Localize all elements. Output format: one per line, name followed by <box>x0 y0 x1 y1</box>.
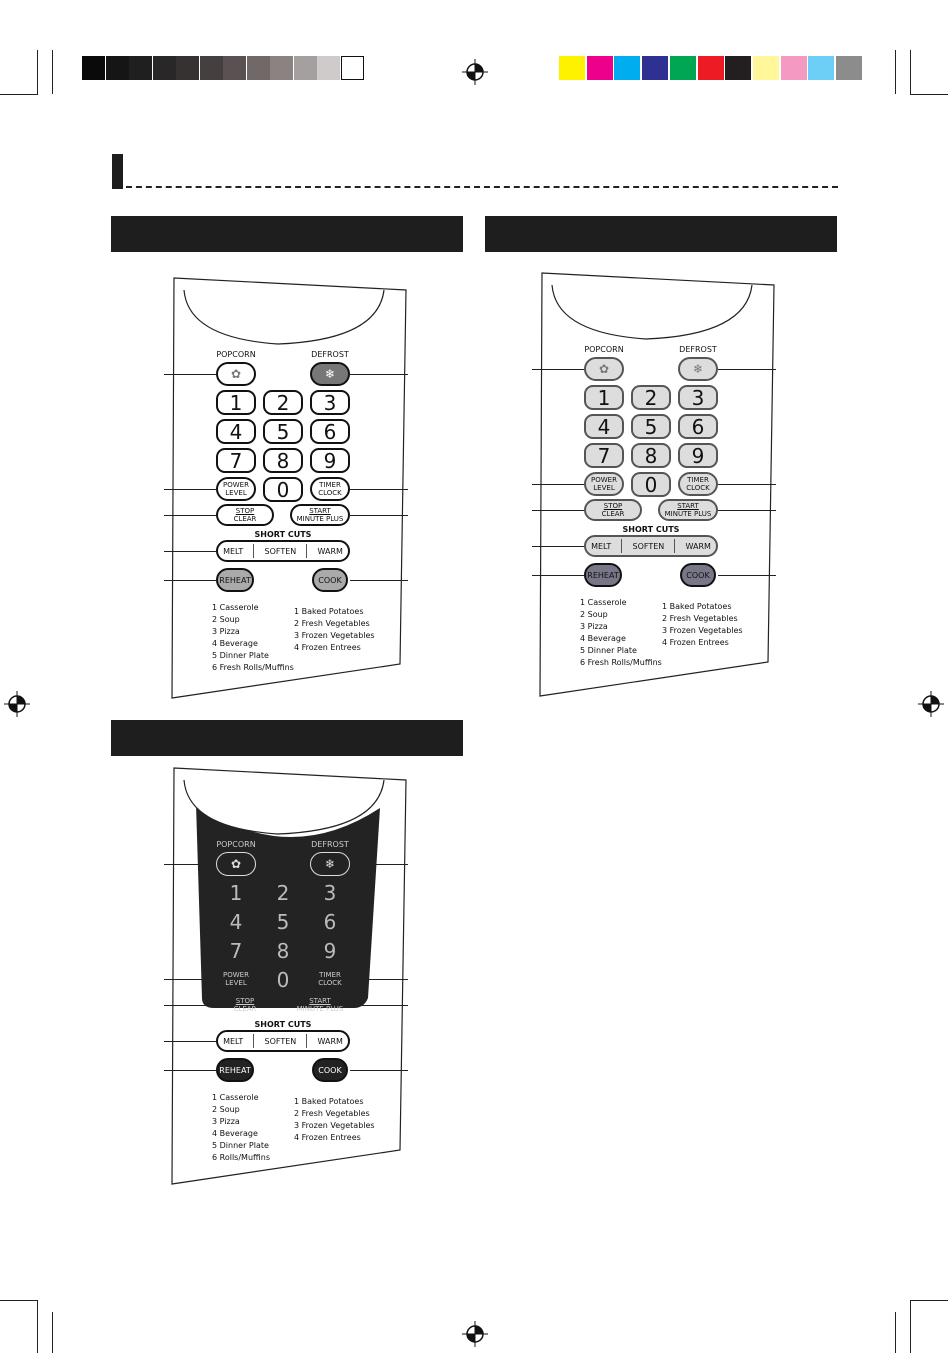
reheat-list-item: 2 Soup <box>212 1105 240 1114</box>
crop-mark <box>910 50 911 94</box>
digit-key-6[interactable]: 6 <box>323 909 337 934</box>
reheat-list-item: 1 Casserole <box>580 598 627 607</box>
reheat-list <box>212 1092 270 1164</box>
process-swatch <box>559 56 585 80</box>
digit-key-4[interactable]: 4 <box>584 414 624 439</box>
start-minute-plus-button[interactable] <box>290 994 350 1016</box>
popcorn-icon: ✿ <box>230 367 242 381</box>
control-panel-white <box>168 278 408 698</box>
leader-line <box>532 575 584 576</box>
process-swatch <box>725 56 751 80</box>
power-level-button[interactable] <box>584 472 624 496</box>
cook-list-item: 4 Frozen Entrees <box>294 643 361 652</box>
snowflake-icon: ❄ <box>324 367 336 381</box>
timer-label: TIMER <box>319 971 341 979</box>
start-minute-plus-button[interactable] <box>290 504 350 526</box>
leader-line <box>164 1041 216 1042</box>
leader-line <box>718 369 776 370</box>
power-label: POWER <box>223 971 249 979</box>
reheat-list-item: 4 Beverage <box>212 1129 258 1138</box>
cook-list-item: 2 Fresh Vegetables <box>294 619 370 628</box>
crop-mark <box>910 1300 948 1301</box>
cook-list-item: 3 Frozen Vegetables <box>662 626 743 635</box>
digit-key-1[interactable]: 1 <box>584 385 624 410</box>
leader-line <box>164 1005 216 1006</box>
leader-line <box>164 515 216 516</box>
melt-button[interactable]: MELT <box>223 1036 244 1046</box>
separator <box>621 539 622 553</box>
melt-button[interactable]: MELT <box>223 546 244 556</box>
registration-mark-icon <box>918 691 944 717</box>
short-cuts-label: SHORT CUTS <box>622 525 680 534</box>
crop-mark <box>37 1300 38 1353</box>
cook-list-item: 4 Frozen Entrees <box>294 1133 361 1142</box>
digit-key-6[interactable]: 6 <box>678 414 718 439</box>
gray-swatch <box>82 56 105 80</box>
cook-list-item: 1 Baked Potatoes <box>294 607 364 616</box>
timer-clock-button[interactable] <box>310 967 350 991</box>
popcorn-button[interactable] <box>216 852 256 876</box>
leader-line <box>350 1070 408 1071</box>
digit-key-5[interactable]: 5 <box>631 414 671 439</box>
leader-line <box>350 515 408 516</box>
reheat-list-item: 5 Dinner Plate <box>212 651 269 660</box>
timer-clock-button[interactable] <box>310 477 350 501</box>
crop-mark <box>895 1312 896 1353</box>
digit-key-4[interactable]: 4 <box>216 419 256 444</box>
reheat-list-item: 2 Soup <box>580 610 608 619</box>
soften-button[interactable]: SOFTEN <box>632 541 665 551</box>
leader-line <box>164 551 216 552</box>
cook-list-item: 3 Frozen Vegetables <box>294 631 375 640</box>
process-swatch <box>614 56 640 80</box>
cook-list <box>294 1096 375 1144</box>
digit-key-2[interactable]: 2 <box>276 880 290 905</box>
stop-label: STOP <box>235 507 255 515</box>
gray-swatch <box>270 56 293 80</box>
reheat-list-item: 4 Beverage <box>212 639 258 648</box>
gray-swatch <box>129 56 152 80</box>
digit-key-0[interactable]: 0 <box>276 967 290 992</box>
digit-key-8[interactable]: 8 <box>631 443 671 468</box>
cook-list-item: 4 Frozen Entrees <box>662 638 729 647</box>
cook-list-item: 1 Baked Potatoes <box>662 602 732 611</box>
gray-swatch <box>176 56 199 80</box>
start-label: START <box>309 997 331 1005</box>
reheat-list-item: 6 Fresh Rolls/Muffins <box>212 663 294 672</box>
clock-label: CLOCK <box>686 484 710 492</box>
minute-plus-label: MINUTE PLUS <box>296 515 344 523</box>
process-swatch <box>670 56 696 80</box>
crop-mark <box>910 1300 911 1353</box>
crop-mark <box>0 1300 38 1301</box>
short-cuts-bar <box>216 540 350 562</box>
digit-key-9[interactable]: 9 <box>310 448 350 473</box>
start-label: START <box>309 507 331 515</box>
popcorn-button[interactable] <box>216 362 256 386</box>
clear-label: CLEAR <box>601 510 625 518</box>
level-label: LEVEL <box>225 979 247 987</box>
stop-clear-button[interactable] <box>216 994 274 1016</box>
minute-plus-label: MINUTE PLUS <box>296 1005 344 1013</box>
leader-line <box>718 510 776 511</box>
snowflake-icon: ❄ <box>692 362 704 376</box>
defrost-button[interactable] <box>310 362 350 386</box>
defrost-button[interactable] <box>310 852 350 876</box>
defrost-label: DEFROST <box>311 840 349 849</box>
leader-line <box>350 979 408 980</box>
section-bar <box>111 720 463 756</box>
power-level-button[interactable] <box>216 967 256 991</box>
leader-line <box>164 864 216 865</box>
digit-key-1[interactable]: 1 <box>216 390 256 415</box>
leader-line <box>532 369 584 370</box>
reheat-button[interactable]: REHEAT <box>216 568 254 592</box>
level-label: LEVEL <box>593 484 615 492</box>
digit-key-7[interactable]: 7 <box>584 443 624 468</box>
stop-label: STOP <box>235 997 255 1005</box>
leader-line <box>350 864 408 865</box>
reheat-list-item: 1 Casserole <box>212 603 259 612</box>
popcorn-icon: ✿ <box>598 362 610 376</box>
registration-mark-icon <box>462 59 488 85</box>
registration-mark-icon <box>462 1321 488 1347</box>
level-label: LEVEL <box>225 489 247 497</box>
gray-swatch <box>247 56 270 80</box>
cook-list-item: 3 Frozen Vegetables <box>294 1121 375 1130</box>
minute-plus-label: MINUTE PLUS <box>664 510 712 518</box>
digit-key-4[interactable]: 4 <box>229 909 243 934</box>
leader-line <box>350 374 408 375</box>
title-dashed-rule <box>126 186 838 188</box>
cook-button[interactable]: COOK <box>680 563 716 587</box>
timer-label: TIMER <box>319 481 341 489</box>
gray-swatch <box>153 56 176 80</box>
leader-line <box>164 580 216 581</box>
digit-key-9[interactable]: 9 <box>323 938 337 963</box>
cook-button[interactable]: COOK <box>312 568 348 592</box>
reheat-list-item: 2 Soup <box>212 615 240 624</box>
digit-key-6[interactable]: 6 <box>310 419 350 444</box>
section-bar <box>485 216 837 252</box>
reheat-list-item: 5 Dinner Plate <box>580 646 637 655</box>
reheat-list-item: 5 Dinner Plate <box>212 1141 269 1150</box>
popcorn-label: POPCORN <box>584 345 624 354</box>
crop-mark <box>52 1312 53 1353</box>
leader-line <box>164 979 216 980</box>
gray-swatch <box>106 56 129 80</box>
digit-key-5[interactable]: 5 <box>263 419 303 444</box>
melt-button[interactable]: MELT <box>591 541 612 551</box>
reheat-list-item: 3 Pizza <box>212 1117 240 1126</box>
gray-swatch <box>341 56 364 80</box>
leader-line <box>718 575 776 576</box>
cook-button[interactable]: COOK <box>312 1058 348 1082</box>
leader-line <box>532 484 584 485</box>
cook-list-item: 2 Fresh Vegetables <box>294 1109 370 1118</box>
clock-label: CLOCK <box>318 489 342 497</box>
registration-mark-icon <box>4 691 30 717</box>
process-swatch <box>808 56 834 80</box>
leader-line <box>718 484 776 485</box>
reheat-button[interactable]: REHEAT <box>216 1058 254 1082</box>
digit-key-7[interactable]: 7 <box>216 448 256 473</box>
leader-line <box>164 1070 216 1071</box>
leader-line <box>350 580 408 581</box>
timer-clock-button[interactable] <box>678 472 718 496</box>
digit-key-1[interactable]: 1 <box>229 880 243 905</box>
digit-key-3[interactable]: 3 <box>678 385 718 410</box>
crop-mark <box>37 50 38 94</box>
leader-line <box>164 489 216 490</box>
digit-key-0[interactable]: 0 <box>631 472 671 497</box>
cook-list <box>294 606 375 654</box>
popcorn-button[interactable] <box>584 357 624 381</box>
digit-key-8[interactable]: 8 <box>276 938 290 963</box>
leader-line <box>164 374 216 375</box>
gray-swatch <box>223 56 246 80</box>
gray-swatch <box>317 56 340 80</box>
stop-label: STOP <box>603 502 623 510</box>
short-cuts-bar <box>216 1030 350 1052</box>
reheat-button[interactable]: REHEAT <box>584 563 622 587</box>
clock-label: CLOCK <box>318 979 342 987</box>
process-swatch <box>642 56 668 80</box>
crop-mark <box>910 94 948 95</box>
reheat-list <box>580 597 662 669</box>
crop-mark <box>52 50 53 94</box>
start-minute-plus-button[interactable] <box>658 499 718 521</box>
gray-swatch <box>294 56 317 80</box>
separator <box>253 544 254 558</box>
separator <box>253 1034 254 1048</box>
crop-mark <box>895 50 896 94</box>
process-swatch <box>836 56 862 80</box>
section-bar <box>111 216 463 252</box>
leader-line <box>350 489 408 490</box>
popcorn-icon: ✿ <box>230 857 242 871</box>
defrost-button[interactable] <box>678 357 718 381</box>
cook-list <box>662 601 743 649</box>
popcorn-label: POPCORN <box>216 840 256 849</box>
leader-line <box>350 1005 408 1006</box>
digit-key-7[interactable]: 7 <box>229 938 243 963</box>
reheat-list-item: 3 Pizza <box>580 622 608 631</box>
reheat-list-item: 6 Fresh Rolls/Muffins <box>580 658 662 667</box>
reheat-list-item: 6 Rolls/Muffins <box>212 1153 270 1162</box>
separator <box>306 1034 307 1048</box>
digit-key-8[interactable]: 8 <box>263 448 303 473</box>
digit-key-3[interactable]: 3 <box>323 880 337 905</box>
digit-key-9[interactable]: 9 <box>678 443 718 468</box>
warm-button[interactable]: WARM <box>317 546 343 556</box>
snowflake-icon: ❄ <box>324 857 336 871</box>
leader-line <box>532 510 584 511</box>
power-label: POWER <box>223 481 249 489</box>
warm-button[interactable]: WARM <box>317 1036 343 1046</box>
short-cuts-label: SHORT CUTS <box>254 530 312 539</box>
leader-line <box>532 546 584 547</box>
stop-clear-button[interactable] <box>584 499 642 521</box>
short-cuts-bar <box>584 535 718 557</box>
control-panel-silver <box>536 273 776 696</box>
digit-key-2[interactable]: 2 <box>263 390 303 415</box>
reheat-list-item: 3 Pizza <box>212 627 240 636</box>
reheat-list-item: 4 Beverage <box>580 634 626 643</box>
timer-label: TIMER <box>687 476 709 484</box>
reheat-list <box>212 602 294 674</box>
cook-list-item: 2 Fresh Vegetables <box>662 614 738 623</box>
separator <box>306 544 307 558</box>
gray-swatch <box>200 56 223 80</box>
soften-button[interactable]: SOFTEN <box>264 546 297 556</box>
digit-key-3[interactable]: 3 <box>310 390 350 415</box>
digit-key-2[interactable]: 2 <box>631 385 671 410</box>
digit-key-0[interactable]: 0 <box>263 477 303 502</box>
warm-button[interactable]: WARM <box>685 541 711 551</box>
short-cuts-label: SHORT CUTS <box>254 1020 312 1029</box>
stop-clear-button[interactable] <box>216 504 274 526</box>
popcorn-label: POPCORN <box>216 350 256 359</box>
clear-label: CLEAR <box>233 1005 257 1013</box>
process-swatch <box>753 56 779 80</box>
section-title-block <box>112 154 123 189</box>
process-swatch <box>587 56 613 80</box>
power-label: POWER <box>591 476 617 484</box>
power-level-button[interactable] <box>216 477 256 501</box>
reheat-list-item: 1 Casserole <box>212 1093 259 1102</box>
separator <box>674 539 675 553</box>
process-swatch <box>781 56 807 80</box>
defrost-label: DEFROST <box>679 345 717 354</box>
start-label: START <box>677 502 699 510</box>
cook-list-item: 1 Baked Potatoes <box>294 1097 364 1106</box>
control-panel-black <box>168 768 408 1184</box>
defrost-label: DEFROST <box>311 350 349 359</box>
digit-key-5[interactable]: 5 <box>276 909 290 934</box>
process-swatch <box>698 56 724 80</box>
clear-label: CLEAR <box>233 515 257 523</box>
crop-mark <box>0 94 38 95</box>
soften-button[interactable]: SOFTEN <box>264 1036 297 1046</box>
